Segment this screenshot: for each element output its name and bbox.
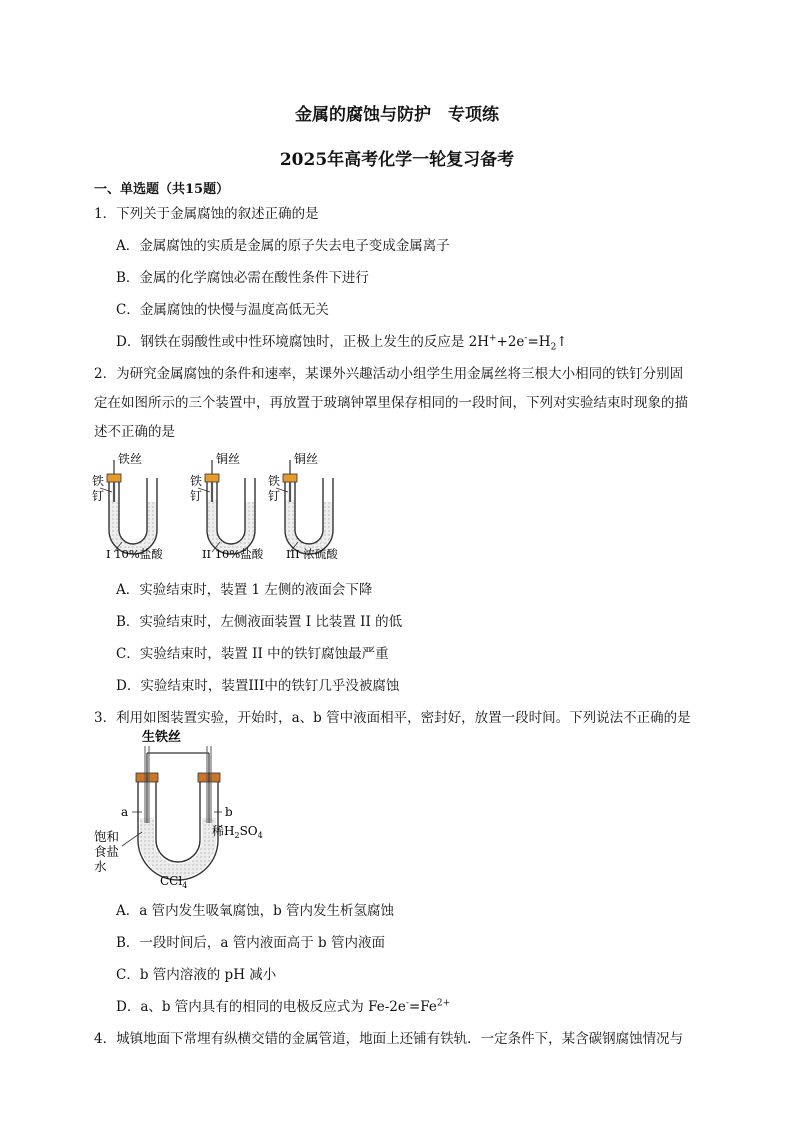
question-1-stem: 1．下列关于金属腐蚀的叙述正确的是: [94, 206, 319, 222]
q1-option-d: D．钢铁在弱酸性或中性环境腐蚀时，正极上发生的反应是 $2H^++2e^-=H_2↑$: [116, 333, 568, 353]
left-solution-label-3: 水: [94, 859, 107, 874]
question-3-stem: 3．利用如图装置实验，开始时，a、b 管中液面相平，密封好，放置一段时间。下列说法不正确的是: [94, 710, 691, 726]
iron-nail-label-top: 铁: [190, 474, 203, 488]
device-3: [268, 451, 338, 561]
q1-option-b: B．金属的化学腐蚀必需在酸性条件下进行: [116, 270, 369, 286]
q2-option-b: B．实验结束时，左侧液面装置 I 比装置 II 的低: [116, 614, 403, 630]
left-solution-label-1: 饱和: [94, 829, 120, 844]
right-solution-label: 稀$H_2SO_4$: [212, 824, 263, 840]
question-2-stem-line2: 定在如图所示的三个装置中，再放置于玻璃钟罩里保存相同的一段时间，下列对实验结束时现象的描: [94, 395, 688, 411]
device-2-caption: II 10%盐酸: [202, 547, 264, 561]
question-2-stem-line1: 2．为研究金属腐蚀的条件和速率，某课外兴趣活动小组学生用金属丝将三根大小相同的铁钉分别固: [94, 366, 684, 382]
device-1-wire-label: 铁丝: [118, 452, 143, 466]
stopper-icon: [107, 474, 121, 482]
iron-wire-label: 生铁丝: [142, 730, 182, 745]
q3-option-d: D．a、b 管内具有的相同的电极反应式为 $Fe-2e^-=Fe^{2+}$: [116, 998, 451, 1015]
q3-option-c: C．b 管内溶液的 pH 减小: [116, 967, 277, 983]
device-1-caption: I 10%盐酸: [106, 547, 163, 561]
device-1: [92, 451, 163, 561]
stopper-icon: [283, 474, 297, 482]
q3-option-a: A．a 管内发生吸氧腐蚀，b 管内发生析氢腐蚀: [116, 903, 395, 919]
iron-wire-icon: [145, 746, 211, 823]
iron-nail-label-bottom: 钉: [92, 489, 105, 503]
iron-nail-label-top: 铁: [268, 474, 281, 488]
q2-option-d: D．实验结束时，装置III中的铁钉几乎没被腐蚀: [116, 678, 400, 694]
question-2-stem-line3: 述不正确的是: [94, 424, 175, 440]
tube-a-label: a: [121, 805, 129, 819]
q1-option-a: A．金属腐蚀的实质是金属的原子失去电子变成金属离子: [116, 238, 450, 254]
left-solution-label-2: 食盐: [94, 844, 120, 859]
q2-u-tube-figure: [92, 450, 382, 562]
q3-u-tube-figure: [92, 728, 272, 890]
device-2-wire-label: 铜丝: [216, 452, 241, 466]
question-4-stem: 4．城镇地面下常埋有纵横交错的金属管道，地面上还铺有铁轨．一定条件下，某含碳钢腐蚀情况与: [94, 1031, 684, 1047]
tube-b-label: b: [225, 805, 233, 819]
device-2: [190, 451, 264, 561]
iron-nail-label-bottom: 钉: [190, 489, 203, 503]
device-3-caption: III 浓硫酸: [286, 547, 338, 561]
q3-option-b: B．一段时间后，a 管内液面高于 b 管内液面: [116, 935, 385, 951]
q1-option-c: C．金属腐蚀的快慢与温度高低无关: [116, 302, 329, 318]
iron-nail-label-bottom: 钉: [268, 489, 281, 503]
bottom-solution-label: CCl$_4$: [160, 874, 188, 890]
section-heading: 一、单选题（共15题）: [94, 182, 230, 197]
q2-option-c: C．实验结束时，装置 II 中的铁钉腐蚀最严重: [116, 646, 389, 662]
q2-option-a: A．实验结束时，装置 1 左侧的液面会下降: [116, 582, 373, 598]
page-subtitle: 2025年高考化学一轮复习备考: [279, 150, 515, 170]
page-title: 金属的腐蚀与防护 专项练: [295, 105, 499, 125]
iron-nail-label-top: 铁: [92, 474, 105, 488]
device-3-wire-label: 铜丝: [294, 452, 319, 466]
stopper-icon: [205, 474, 219, 482]
